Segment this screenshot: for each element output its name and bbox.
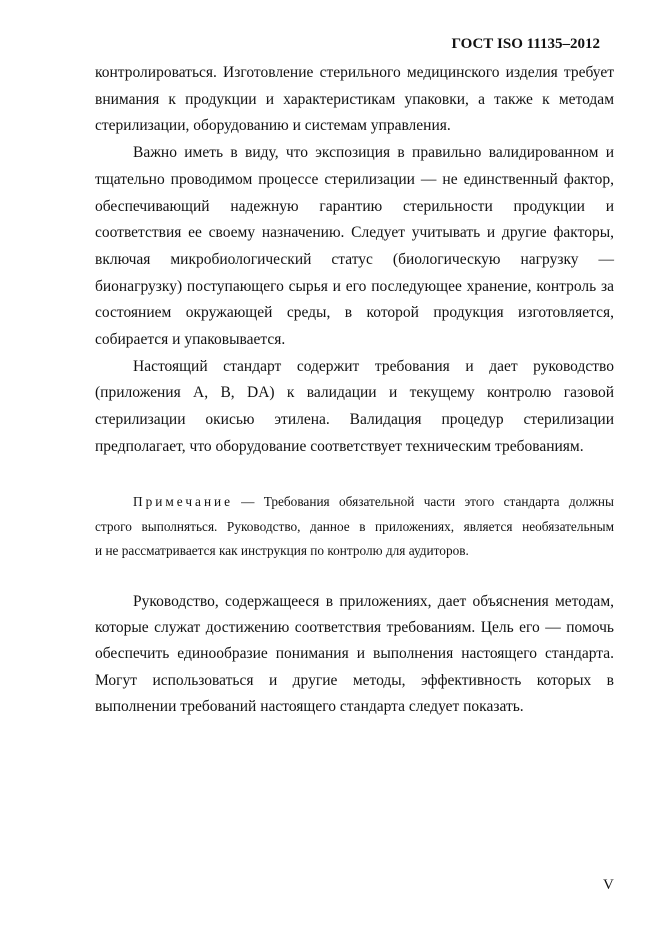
text-line xyxy=(133,492,614,512)
document-id-header: ГОСТ ISO 11135–2012 xyxy=(451,36,600,52)
text-line: обеспечить единообразие понимания и выполнения настоящего стандарта. xyxy=(95,645,614,662)
text-line: соответствия ее своему назначению. Следует учитывать и другие факторы, xyxy=(95,224,614,241)
text-line: бионагрузку) поступающего сырья и его последующее хранение, контроль за xyxy=(95,278,614,295)
text-line: состоянием окружающей среды, в которой продукция изготовляется, xyxy=(95,304,614,321)
text-line: контролироваться. Изготовление стерильного медицинского изделия требует xyxy=(95,64,614,81)
text-line: выполнении требований настоящего стандарта следует показать. xyxy=(95,698,524,715)
text-line: внимания к продукции и характеристикам упаковки, а также к методам xyxy=(95,91,614,108)
text-line: тщательно проводимом процессе стерилизации — не единственный фактор, xyxy=(95,171,614,188)
text-line: которые служат достижению соответствия требованиям. Цель его — помочь xyxy=(95,619,614,636)
text-line: Руководство, содержащееся в приложениях, дает объяснения методам, xyxy=(133,593,614,610)
page-number: V xyxy=(603,877,614,893)
note-label: Примечание xyxy=(133,494,234,509)
text-line: Могут использоваться и другие методы, эффективность которых в xyxy=(95,672,614,689)
text-line: Важно иметь в виду, что экспозиция в правильно валидированном и xyxy=(133,144,614,161)
text-line: строго выполняться. Руководство, данное в приложениях, является необязательным xyxy=(95,519,614,534)
text-line: стерилизации, оборудованию и системам управления. xyxy=(95,117,451,134)
text-line: обеспечивающий надежную гарантию стерильности продукции и xyxy=(95,198,614,215)
note-text: — Требования обязательной части этого стандарта должны xyxy=(241,494,614,509)
text-line: собирается и упаковывается. xyxy=(95,331,286,348)
text-line: включая микробиологический статус (биологическую нагрузку — xyxy=(95,251,614,268)
text-line: Настоящий стандарт содержит требования и дает руководство xyxy=(133,358,614,375)
text-line: и не рассматривается как инструкция по контролю для аудиторов. xyxy=(95,543,469,558)
text-line: предполагает, что оборудование соответствует техническим требованиям. xyxy=(95,438,584,455)
text-line: (приложения A, B, DA) к валидации и текущему контролю газовой xyxy=(95,384,614,401)
text-line: стерилизации окисью этилена. Валидация процедур стерилизации xyxy=(95,411,614,428)
